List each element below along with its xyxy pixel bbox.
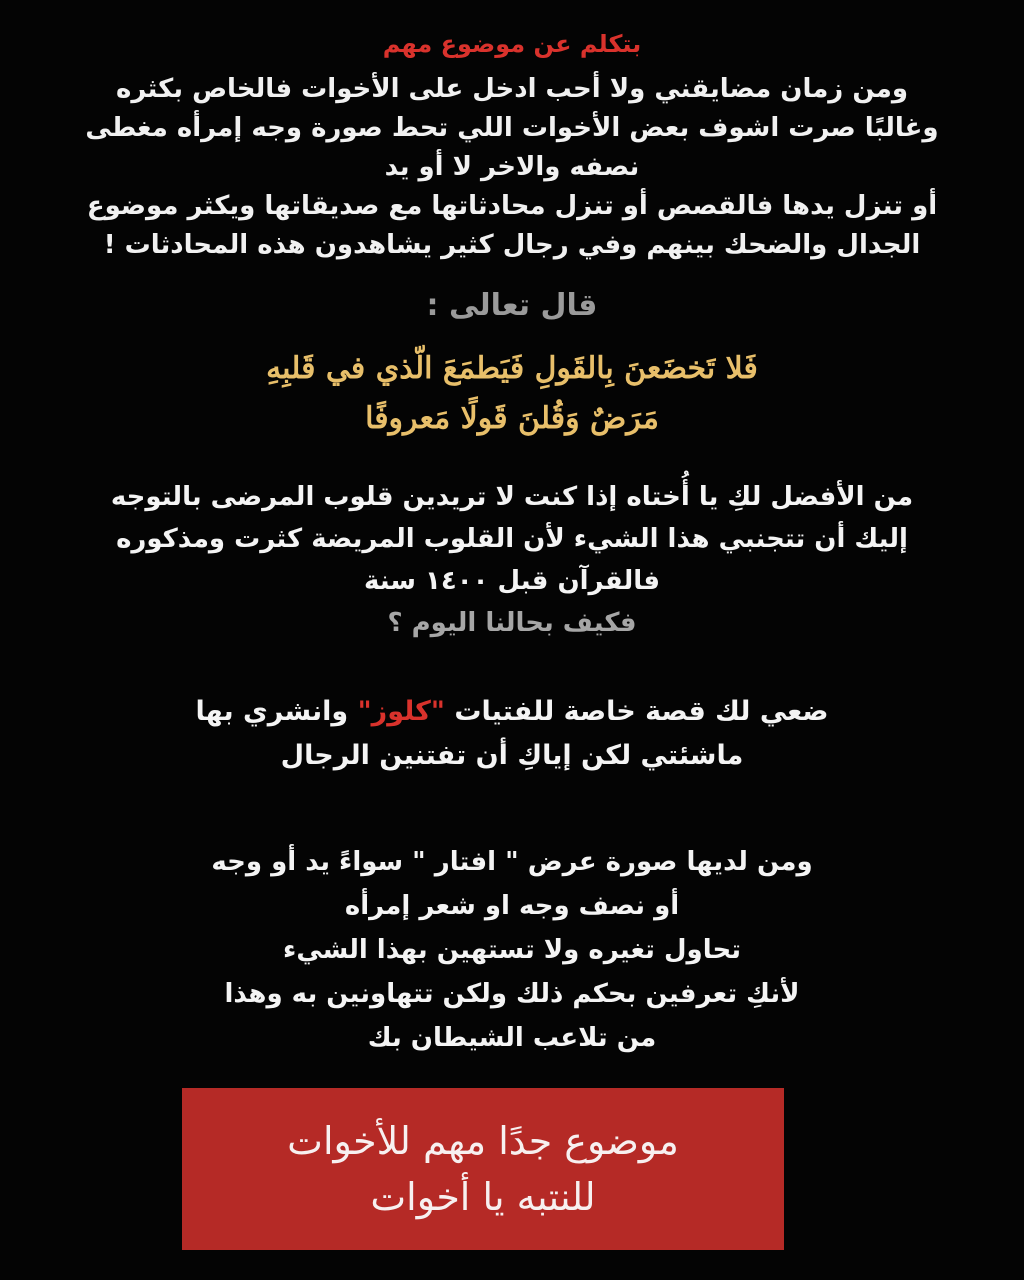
qal-taala-label: قال تعالى : bbox=[426, 288, 598, 323]
intro-line: أو تنزل يدها فالقصص أو تنزل محادثاتها مع صديقاتها ويكثر موضوع bbox=[86, 191, 938, 221]
avatar-paragraph bbox=[60, 840, 964, 1060]
avatar-line: تحاول تغيره ولا تستهين بهذا الشيء bbox=[283, 935, 741, 965]
avatar-line: لأنكِ تعرفين بحكم ذلك ولكن تتهاونين به وهذا bbox=[224, 979, 800, 1009]
advice-paragraph bbox=[40, 476, 984, 644]
close-friends-text-start: ضعي لك قصة خاصة للفتيات bbox=[444, 696, 829, 727]
avatar-line: ومن لديها صورة عرض " افتار " سواءً يد أو وجه bbox=[211, 847, 813, 877]
intro-line: الجدال والضحك بينهم وفي رجال كثير يشاهدون هذه المحادثات ! bbox=[103, 230, 921, 260]
close-friends-line bbox=[60, 690, 964, 734]
topic-heading: بتكلم عن موضوع مهم bbox=[382, 30, 642, 58]
verse-line: فَلا تَخضَعنَ بِالقَولِ فَيَطمَعَ الّذي في قَلبِهِ bbox=[266, 351, 758, 386]
intro-paragraph bbox=[50, 70, 974, 265]
quran-verse bbox=[0, 344, 1024, 444]
advice-line: فالقرآن قبل ١٤٠٠ سنة bbox=[364, 566, 660, 596]
intro-line: نصفه والاخر لا أو يد bbox=[384, 152, 640, 182]
close-friends-text-end: وانشري بها bbox=[195, 696, 358, 727]
close-friends-line-2: ماشئتي لكن إياكِ أن تفتنين الرجال bbox=[280, 740, 744, 771]
important-banner bbox=[182, 1088, 784, 1250]
verse-line: مَرَضٌ وَقُلنَ قَولًا مَعروفًا bbox=[365, 401, 659, 436]
banner-line-2: للنتبه يا أخوات bbox=[370, 1175, 596, 1219]
intro-line: وغالبًا صرت اشوف بعض الأخوات اللي تحط صورة وجه إمرأه مغطى bbox=[85, 113, 939, 143]
avatar-line: من تلاعب الشيطان بك bbox=[367, 1023, 657, 1053]
banner-line-1: موضوع جدًا مهم للأخوات bbox=[287, 1119, 679, 1163]
close-friends-highlight: "كلوز" bbox=[357, 696, 445, 727]
advice-line: إليك أن تتجنبي هذا الشيء لأن القلوب المريضة كثرت ومذكوره bbox=[116, 524, 908, 554]
avatar-line: أو نصف وجه او شعر إمرأه bbox=[344, 891, 680, 921]
close-friends-paragraph bbox=[60, 690, 964, 778]
advice-question: فكيف بحالنا اليوم ؟ bbox=[387, 608, 637, 638]
advice-line: من الأفضل لكِ يا أُختاه إذا كنت لا تريدين قلوب المرضى بالتوجه bbox=[110, 482, 914, 512]
intro-line: ومن زمان مضايقني ولا أحب ادخل على الأخوات فالخاص بكثره bbox=[116, 74, 908, 104]
